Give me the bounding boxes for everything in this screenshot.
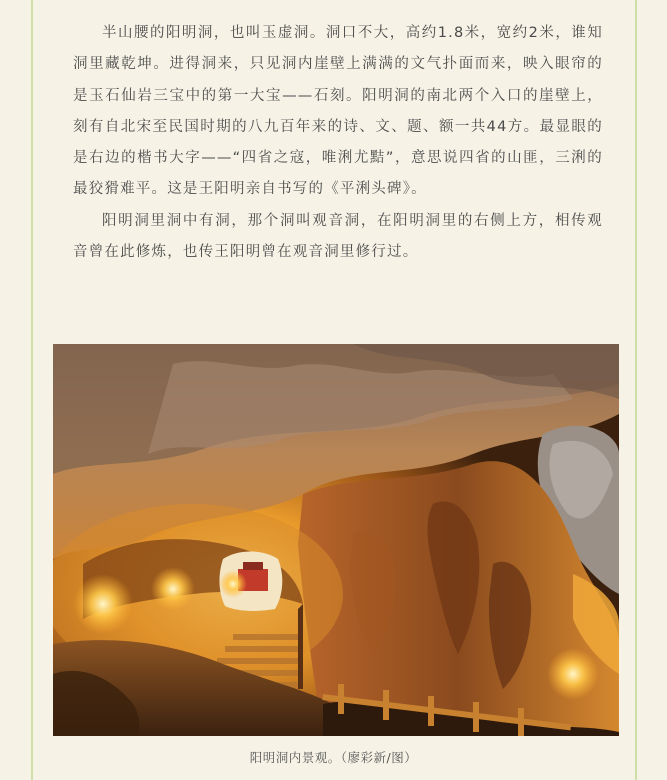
paragraph-guanyin-cave: 阳明洞里洞中有洞，那个洞叫观音洞，在阳明洞里的右侧上方，相传观音曾在此修炼，也传王阳明曾在观音洞里修行过。	[73, 212, 603, 261]
left-frame-line	[31, 0, 33, 780]
paragraph-yangming-cave: 半山腰的阳明洞，也叫玉虚洞。洞口不大，高约1.8米，宽约2米，谁知洞里藏乾坤。进得洞来，只见洞内崖壁上满满的文气扑面而来，映入眼帘的是玉石仙岩三宝中的第一大宝——石刻。阳明洞的南北两个入口的崖壁上，刻有自北宋至民国时期的八九百年来的诗、文、题、额一共44方。最显眼的是右边的楷书大字——“四省之寇，唯浰尤黠”，意思说四省的山匪，三浰的最狡猾难平。这是王阳明亲自书写的《平浰头碑》。	[73, 25, 603, 198]
photo-caption: 阳明洞内景观。（廖彩新/图）	[249, 750, 418, 765]
cave-photo	[53, 344, 619, 736]
article-body	[73, 18, 603, 268]
right-frame-line	[635, 0, 637, 780]
